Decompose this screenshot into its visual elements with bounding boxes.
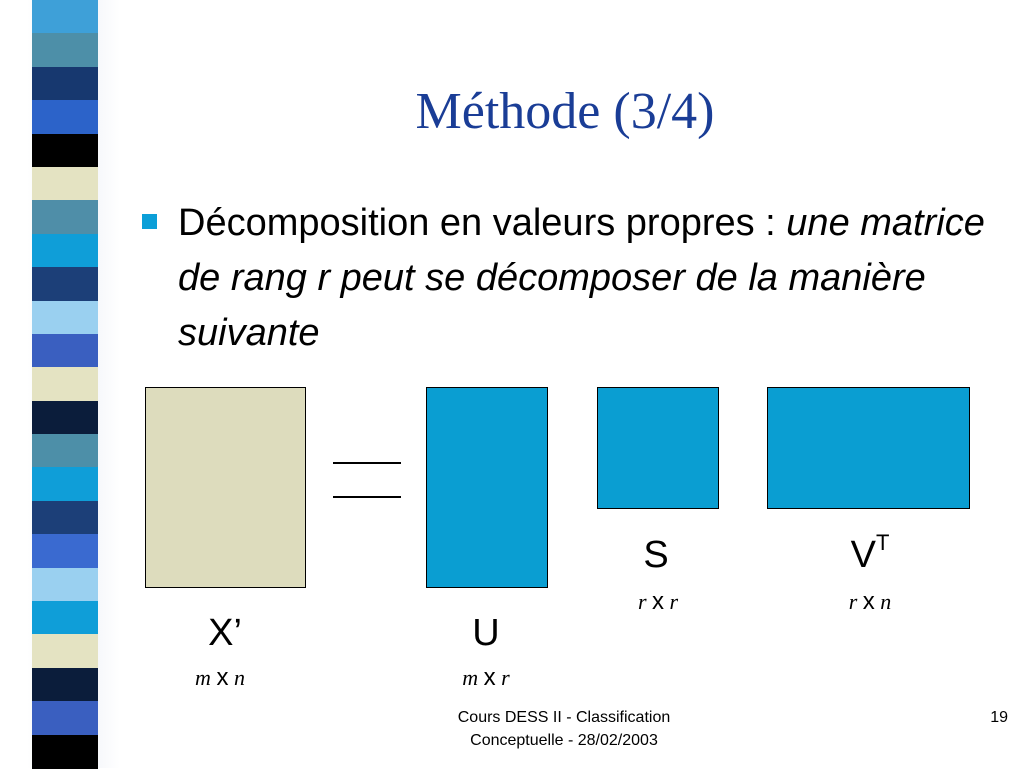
dim-times: x	[652, 588, 664, 615]
square-bullet-icon	[142, 214, 157, 229]
matrix-s-dims	[608, 588, 708, 616]
slide-footer	[414, 706, 714, 752]
decor-stripe	[32, 501, 98, 535]
decor-stripe	[32, 367, 98, 401]
dim-cols: r	[669, 589, 679, 614]
decor-stripe	[32, 200, 98, 234]
dim-times: x	[483, 664, 496, 691]
matrix-s-label	[606, 534, 706, 577]
dim-rows: m	[462, 665, 479, 690]
page-number: 19	[990, 709, 1008, 726]
dim-times: x	[216, 664, 229, 691]
decor-stripe	[32, 134, 98, 168]
decorative-stripe-bar	[0, 0, 120, 768]
decor-stripe	[32, 401, 98, 435]
decor-stripe	[32, 534, 98, 568]
decor-stripe	[32, 601, 98, 635]
slide-title: Méthode (3/4)	[415, 83, 715, 140]
decor-stripe	[32, 568, 98, 602]
matrix-v-label-text: V	[850, 534, 876, 576]
decor-stripe	[32, 701, 98, 735]
dim-rows: r	[848, 589, 858, 614]
matrix-u-label	[436, 612, 536, 655]
matrix-x-block	[145, 387, 306, 588]
matrix-x-label	[175, 612, 275, 655]
bullet-text-normal: Décomposition en valeurs propres :	[178, 202, 787, 244]
dim-cols: n	[880, 589, 892, 614]
matrix-s-block	[597, 387, 719, 509]
decor-stripe	[32, 167, 98, 201]
decor-stripe	[32, 33, 98, 67]
matrix-u-label-text: U	[472, 612, 500, 654]
footer-line-1: Cours DESS II - Classification	[457, 709, 671, 726]
matrix-v-label	[820, 530, 920, 577]
decor-stripe	[32, 735, 98, 769]
matrix-x-label-text: X’	[208, 612, 242, 654]
transpose-superscript: T	[875, 530, 890, 555]
decor-stripe	[32, 334, 98, 368]
decor-stripe	[32, 0, 98, 34]
matrix-x-dims	[170, 664, 270, 692]
equals-sign-bottom-line	[333, 496, 401, 498]
equals-sign-top-line	[333, 462, 401, 464]
bullet-text	[178, 196, 998, 361]
decor-stripe	[32, 634, 98, 668]
decor-stripe	[32, 467, 98, 501]
matrix-s-label-text: S	[643, 534, 669, 576]
matrix-u-block	[426, 387, 548, 588]
matrix-v-dims	[820, 588, 920, 616]
decor-stripe	[32, 267, 98, 301]
matrix-v-block	[767, 387, 970, 509]
decor-stripe	[32, 100, 98, 134]
decor-stripe	[32, 301, 98, 335]
decor-stripe	[32, 234, 98, 268]
footer-line-2: Conceptuelle - 28/02/2003	[470, 732, 658, 749]
matrix-u-dims	[436, 664, 536, 692]
dim-cols: r	[501, 665, 510, 690]
decor-stripe	[32, 434, 98, 468]
dim-times: x	[862, 588, 875, 615]
bullet-text-italic: une matrice de rang r peut se décomposer de la manière suivante	[178, 202, 985, 354]
dim-rows: r	[637, 589, 647, 614]
decor-stripe	[32, 67, 98, 101]
dim-rows: m	[195, 665, 211, 690]
dim-cols: n	[233, 665, 245, 690]
decor-stripe	[32, 668, 98, 702]
